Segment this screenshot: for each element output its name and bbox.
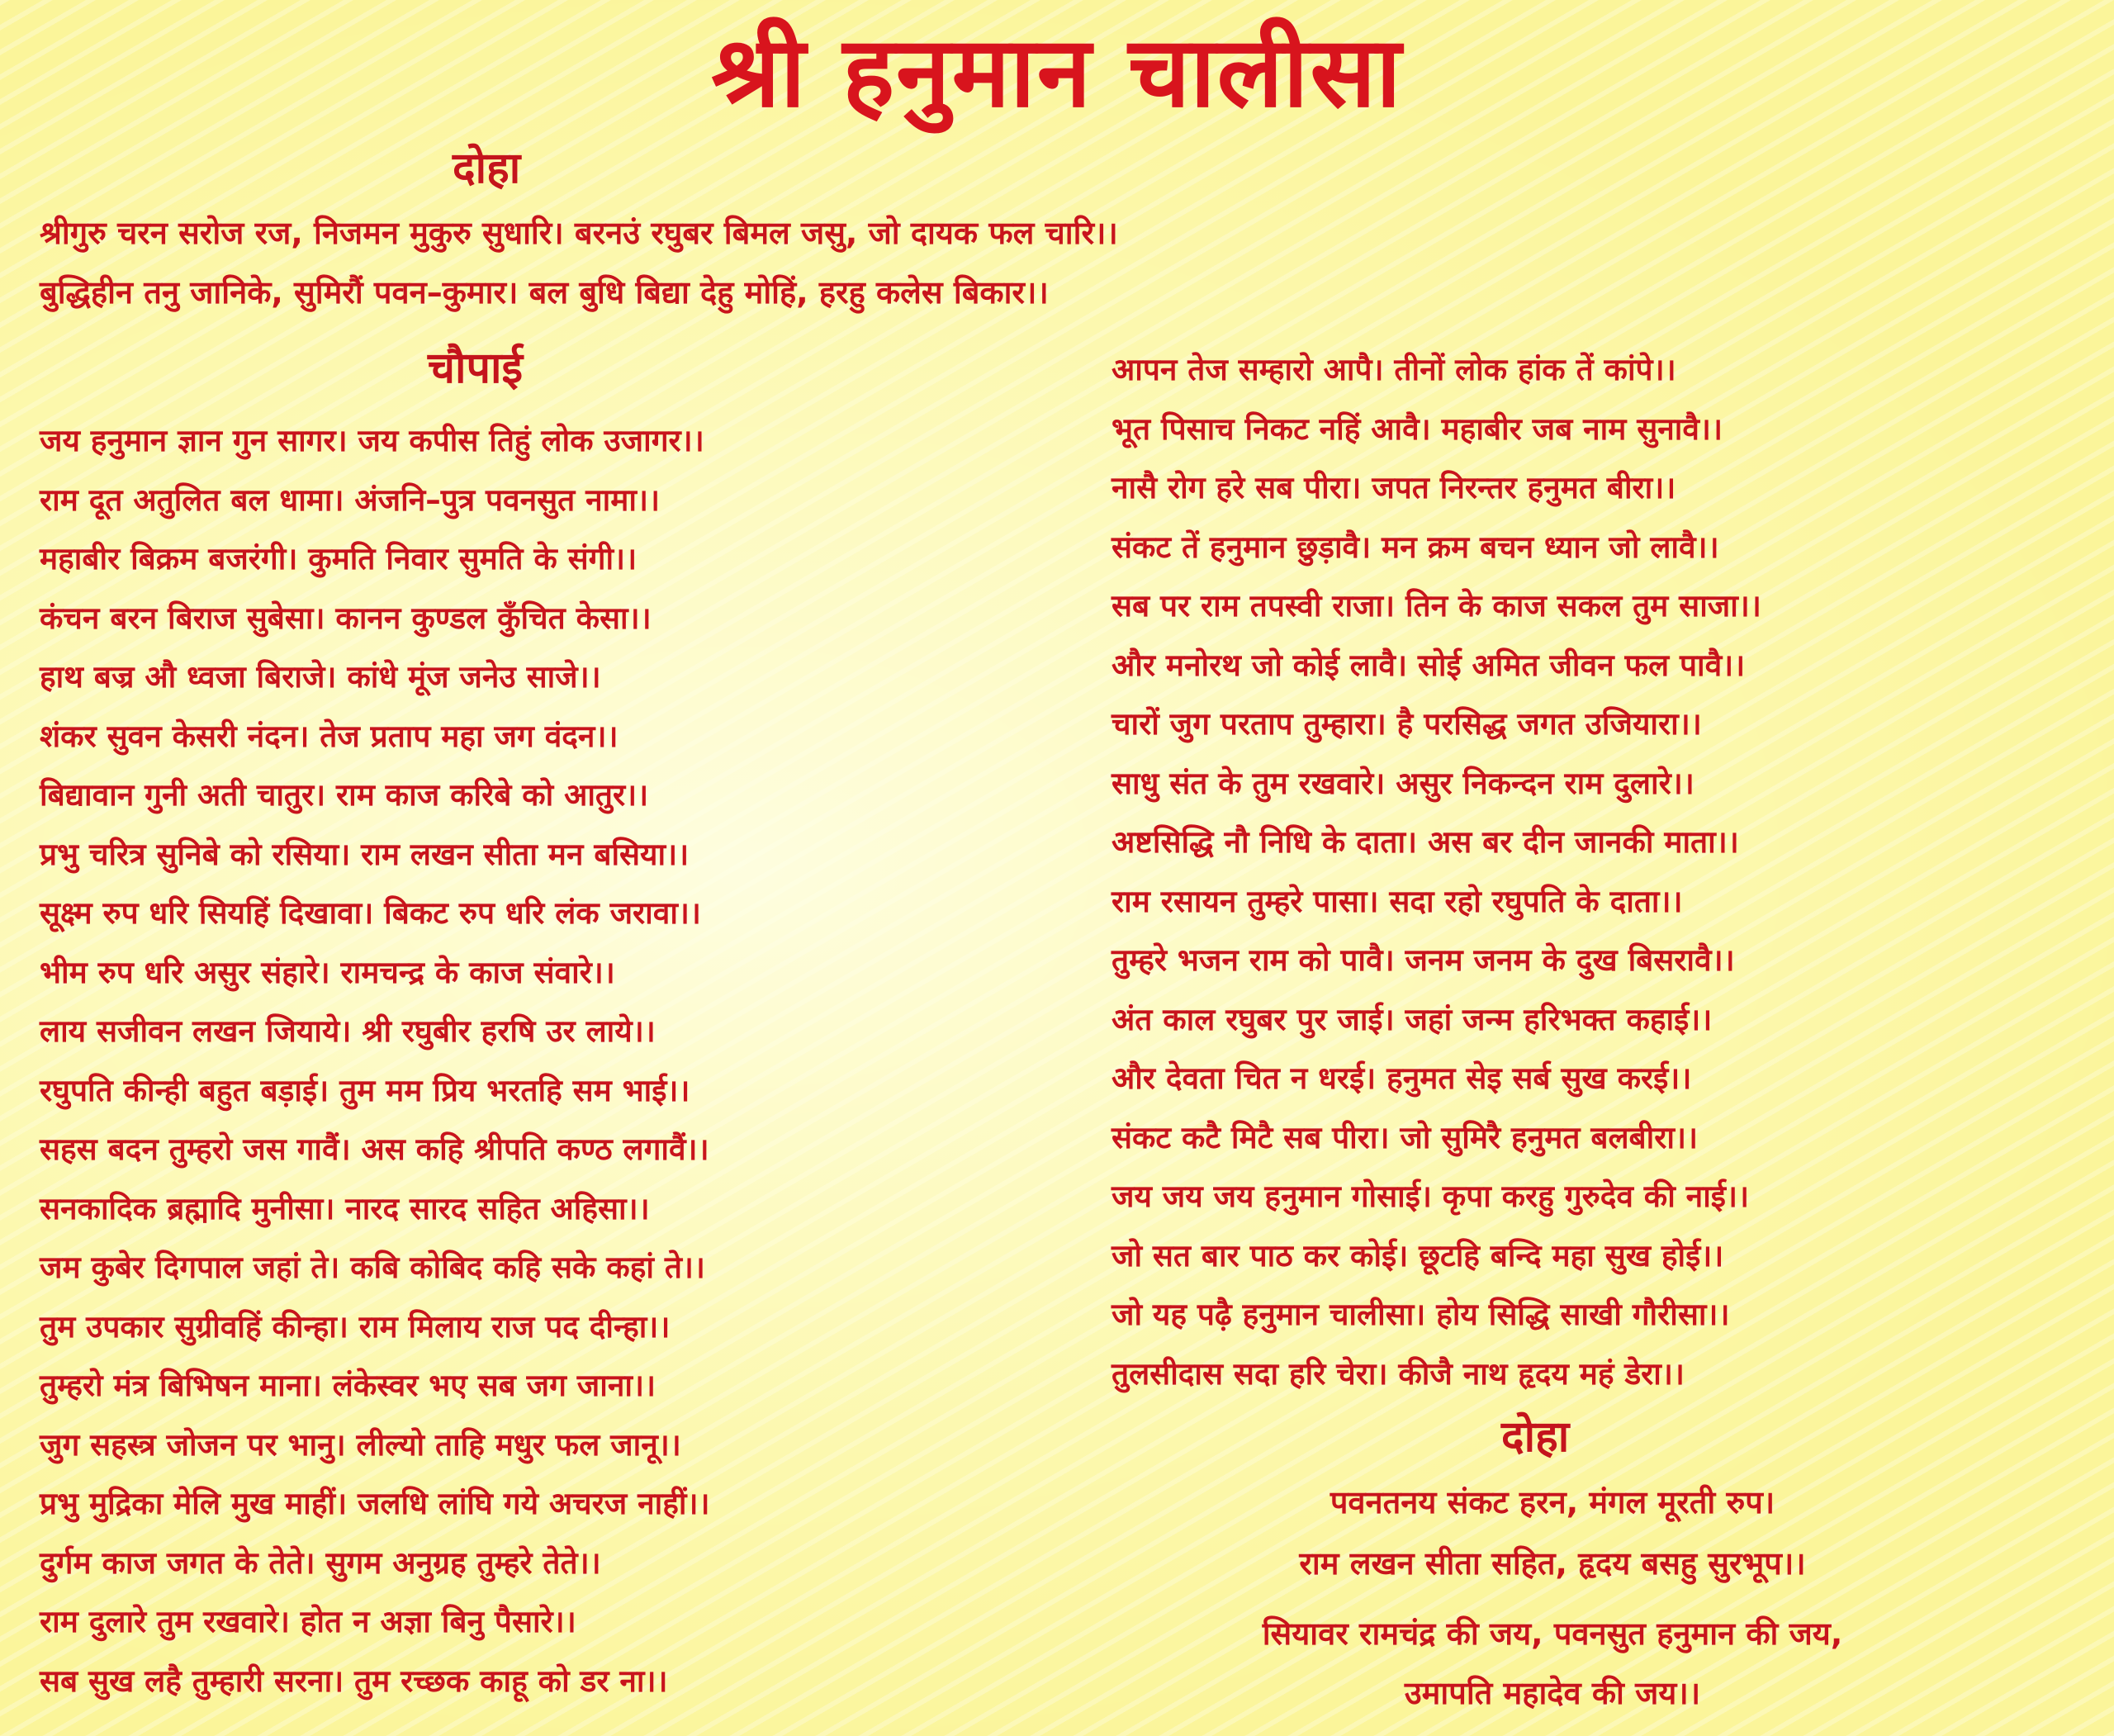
verse-line: संकट तें हनुमान छुड़ावै। मन क्रम बचन ध्यान जो लावै।। xyxy=(1112,529,1719,565)
verse-line: दुर्गम काज जगत के तेते। सुगम अनुग्रह तुम्हरे तेते।। xyxy=(40,1544,601,1581)
verse-line: प्रभु चरित्र सुनिबे को रसिया। राम लखन सीता मन बसिया।। xyxy=(40,836,690,872)
chaupai-heading: चौपाई xyxy=(428,344,524,393)
verse-line: जुग सहस्त्र जोजन पर भानु। लील्यो ताहि मधुर फल जानू।। xyxy=(40,1426,681,1463)
verse-line: महाबीर बिक्रम बजरंगी। कुमति निवार सुमति के संगी।। xyxy=(40,541,638,576)
doha-line: श्रीगुरु चरन सरोज रज, निजमन मुकुरु सुधारि। बरनउं रघुबर बिमल जसु, जो दायक फल चारि।। xyxy=(40,215,1118,251)
verse-line: राम दुलारे तुम रखवारे। होत न अज्ञा बिनु पैसारे।। xyxy=(40,1604,576,1639)
verse-line: संकट कटै मिटै सब पीरा। जो सुमिरै हनुमत बलबीरा।। xyxy=(1112,1119,1698,1155)
verse-line: भूत पिसाच निकट नहिं आवै। महाबीर जब नाम सुनावै।। xyxy=(1112,410,1723,447)
doha-heading-closing: दोहा xyxy=(1501,1412,1570,1462)
verse-line: जम कुबेर दिगपाल जहां ते। कबि कोबिद कहि सके कहां ते।। xyxy=(40,1250,705,1285)
closing-doha xyxy=(1107,1472,1998,1594)
verse-line: चारों जुग परताप तुम्हारा। है परसिद्ध जगत उजियारा।। xyxy=(1112,706,1702,742)
verse-line: राम दूत अतुलित बल धामा। अंजनि–पुत्र पवनसुत नामा।। xyxy=(40,481,661,518)
verse-line: तुम्हरे भजन राम को पावै। जनम जनम के दुख बिसरावै।। xyxy=(1112,942,1735,978)
doha-line: बुद्धिहीन तनु जानिके, सुमिरौं पवन–कुमार। बल बुधि बिद्या देहु मोहिं, हरहु कलेस बिकार।। xyxy=(40,274,1049,311)
jaykar-line: सियावर रामचंद्र की जय, पवनसुत हनुमान की जय, xyxy=(1262,1615,1843,1652)
verse-line: भीम रुप धरि असुर संहारे। रामचन्द्र के काज संवारे।। xyxy=(40,954,615,990)
verse-line: शंकर सुवन केसरी नंदन। तेज प्रताप महा जग वंदन।। xyxy=(40,718,619,754)
verse-line: अंत काल रघुबर पुर जाई। जहां जन्म हरिभक्त कहाई।। xyxy=(1112,1001,1713,1037)
verse-line: तुलसीदास सदा हरि चेरा। कीजै नाथ हृदय महं डेरा।। xyxy=(1112,1355,1685,1392)
verse-line: कंचन बरन बिराज सुबेसा। कानन कुण्डल कुँचित केसा।। xyxy=(40,600,652,636)
chaupai-right-column xyxy=(1112,340,2102,1403)
verse-line: राम रसायन तुम्हरे पासा। सदा रहो रघुपति के दाता।। xyxy=(1112,883,1683,919)
verse-line: तुम उपकार सुग्रीवहिं कीन्हा। राम मिलाय राज पद दीन्हा।। xyxy=(40,1308,671,1345)
verse-line: और मनोरथ जो कोई लावै। सोई अमित जीवन फल पावै।। xyxy=(1112,647,1746,683)
page-title: श्री हनुमान चालीसा xyxy=(711,15,1403,129)
doha-line: पवनतनय संकट हरन, मंगल मूरती रुप। xyxy=(1330,1484,1775,1520)
verse-line: प्रभु मुद्रिका मेलि मुख माहीं। जलधि लांघि गये अचरज नाहीं।। xyxy=(40,1486,710,1521)
verse-line: जो यह पढ़ै हनुमान चालीसा। होय सिद्धि साखी गौरीसा।। xyxy=(1112,1297,1730,1332)
closing-jaykar xyxy=(1107,1604,1998,1723)
verse-line: जय जय जय हनुमान गोसाई। कृपा करहु गुरुदेव की नाई।। xyxy=(1112,1179,1750,1214)
verse-line: सब पर राम तपस्वी राजा। तिन के काज सकल तुम साजा।। xyxy=(1112,588,1761,624)
verse-line: आपन तेज सम्हारो आपै। तीनों लोक हांक तें कांपे।। xyxy=(1112,352,1676,387)
verse-line: जो सत बार पाठ कर कोई। छूटहि बन्दि महा सुख होई।। xyxy=(1112,1237,1724,1274)
doha-heading-opening: दोहा xyxy=(453,144,521,193)
doha-line: राम लखन सीता सहित, हृदय बसहु सुरभूप।। xyxy=(1299,1545,1806,1582)
verse-line: सहस बदन तुम्हरो जस गावैं। अस कहि श्रीपति कण्ठ लगावैं।। xyxy=(40,1131,709,1167)
verse-line: लाय सजीवन लखन जियाये। श्री रघुबीर हरषि उर लाये।। xyxy=(40,1013,656,1049)
verse-line: सूक्ष्म रुप धरि सियहिं दिखावा। बिकट रुप धरि लंक जरावा।। xyxy=(40,895,701,931)
verse-line: साधु संत के तुम रखवारे। असुर निकन्दन राम दुलारे।। xyxy=(1112,765,1695,801)
opening-doha xyxy=(40,203,1118,322)
verse-line: अष्टसिद्धि नौ निधि के दाता। अस बर दीन जानकी माता।। xyxy=(1112,824,1739,860)
verse-line: तुम्हरो मंत्र बिभिषन माना। लंकेस्वर भए सब जग जाना।। xyxy=(40,1368,656,1403)
verse-line: हाथ बज्र औ ध्वजा बिराजे। कांधे मूंज जनेउ साजे।। xyxy=(40,659,601,695)
verse-line: और देवता चित न धरई। हनुमत सेइ सर्ब सुख करई।। xyxy=(1112,1060,1692,1096)
verse-line: रघुपति कीन्ही बहुत बड़ाई। तुम मम प्रिय भरतहि सम भाई।। xyxy=(40,1072,690,1108)
verse-line: सनकादिक ब्रह्मादि मुनीसा। नारद सारद सहित अहिसा।। xyxy=(40,1190,650,1226)
verse-line: सब सुख लहै तुम्हारी सरना। तुम रच्छक काहू को डर ना।। xyxy=(40,1662,668,1699)
verse-line: नासै रोग हरे सब पीरा। जपत निरन्तर हनुमत बीरा।। xyxy=(1112,470,1676,505)
chaupai-left-column xyxy=(40,411,1088,1710)
jaykar-line: उमापति महादेव की जय।। xyxy=(1404,1675,1701,1711)
verse-line: जय हनुमान ज्ञान गुन सागर। जय कपीस तिहुं लोक उजागर।। xyxy=(40,423,704,458)
verse-line: बिद्यावान गुनी अती चातुर। राम काज करिबे को आतुर।। xyxy=(40,777,649,813)
